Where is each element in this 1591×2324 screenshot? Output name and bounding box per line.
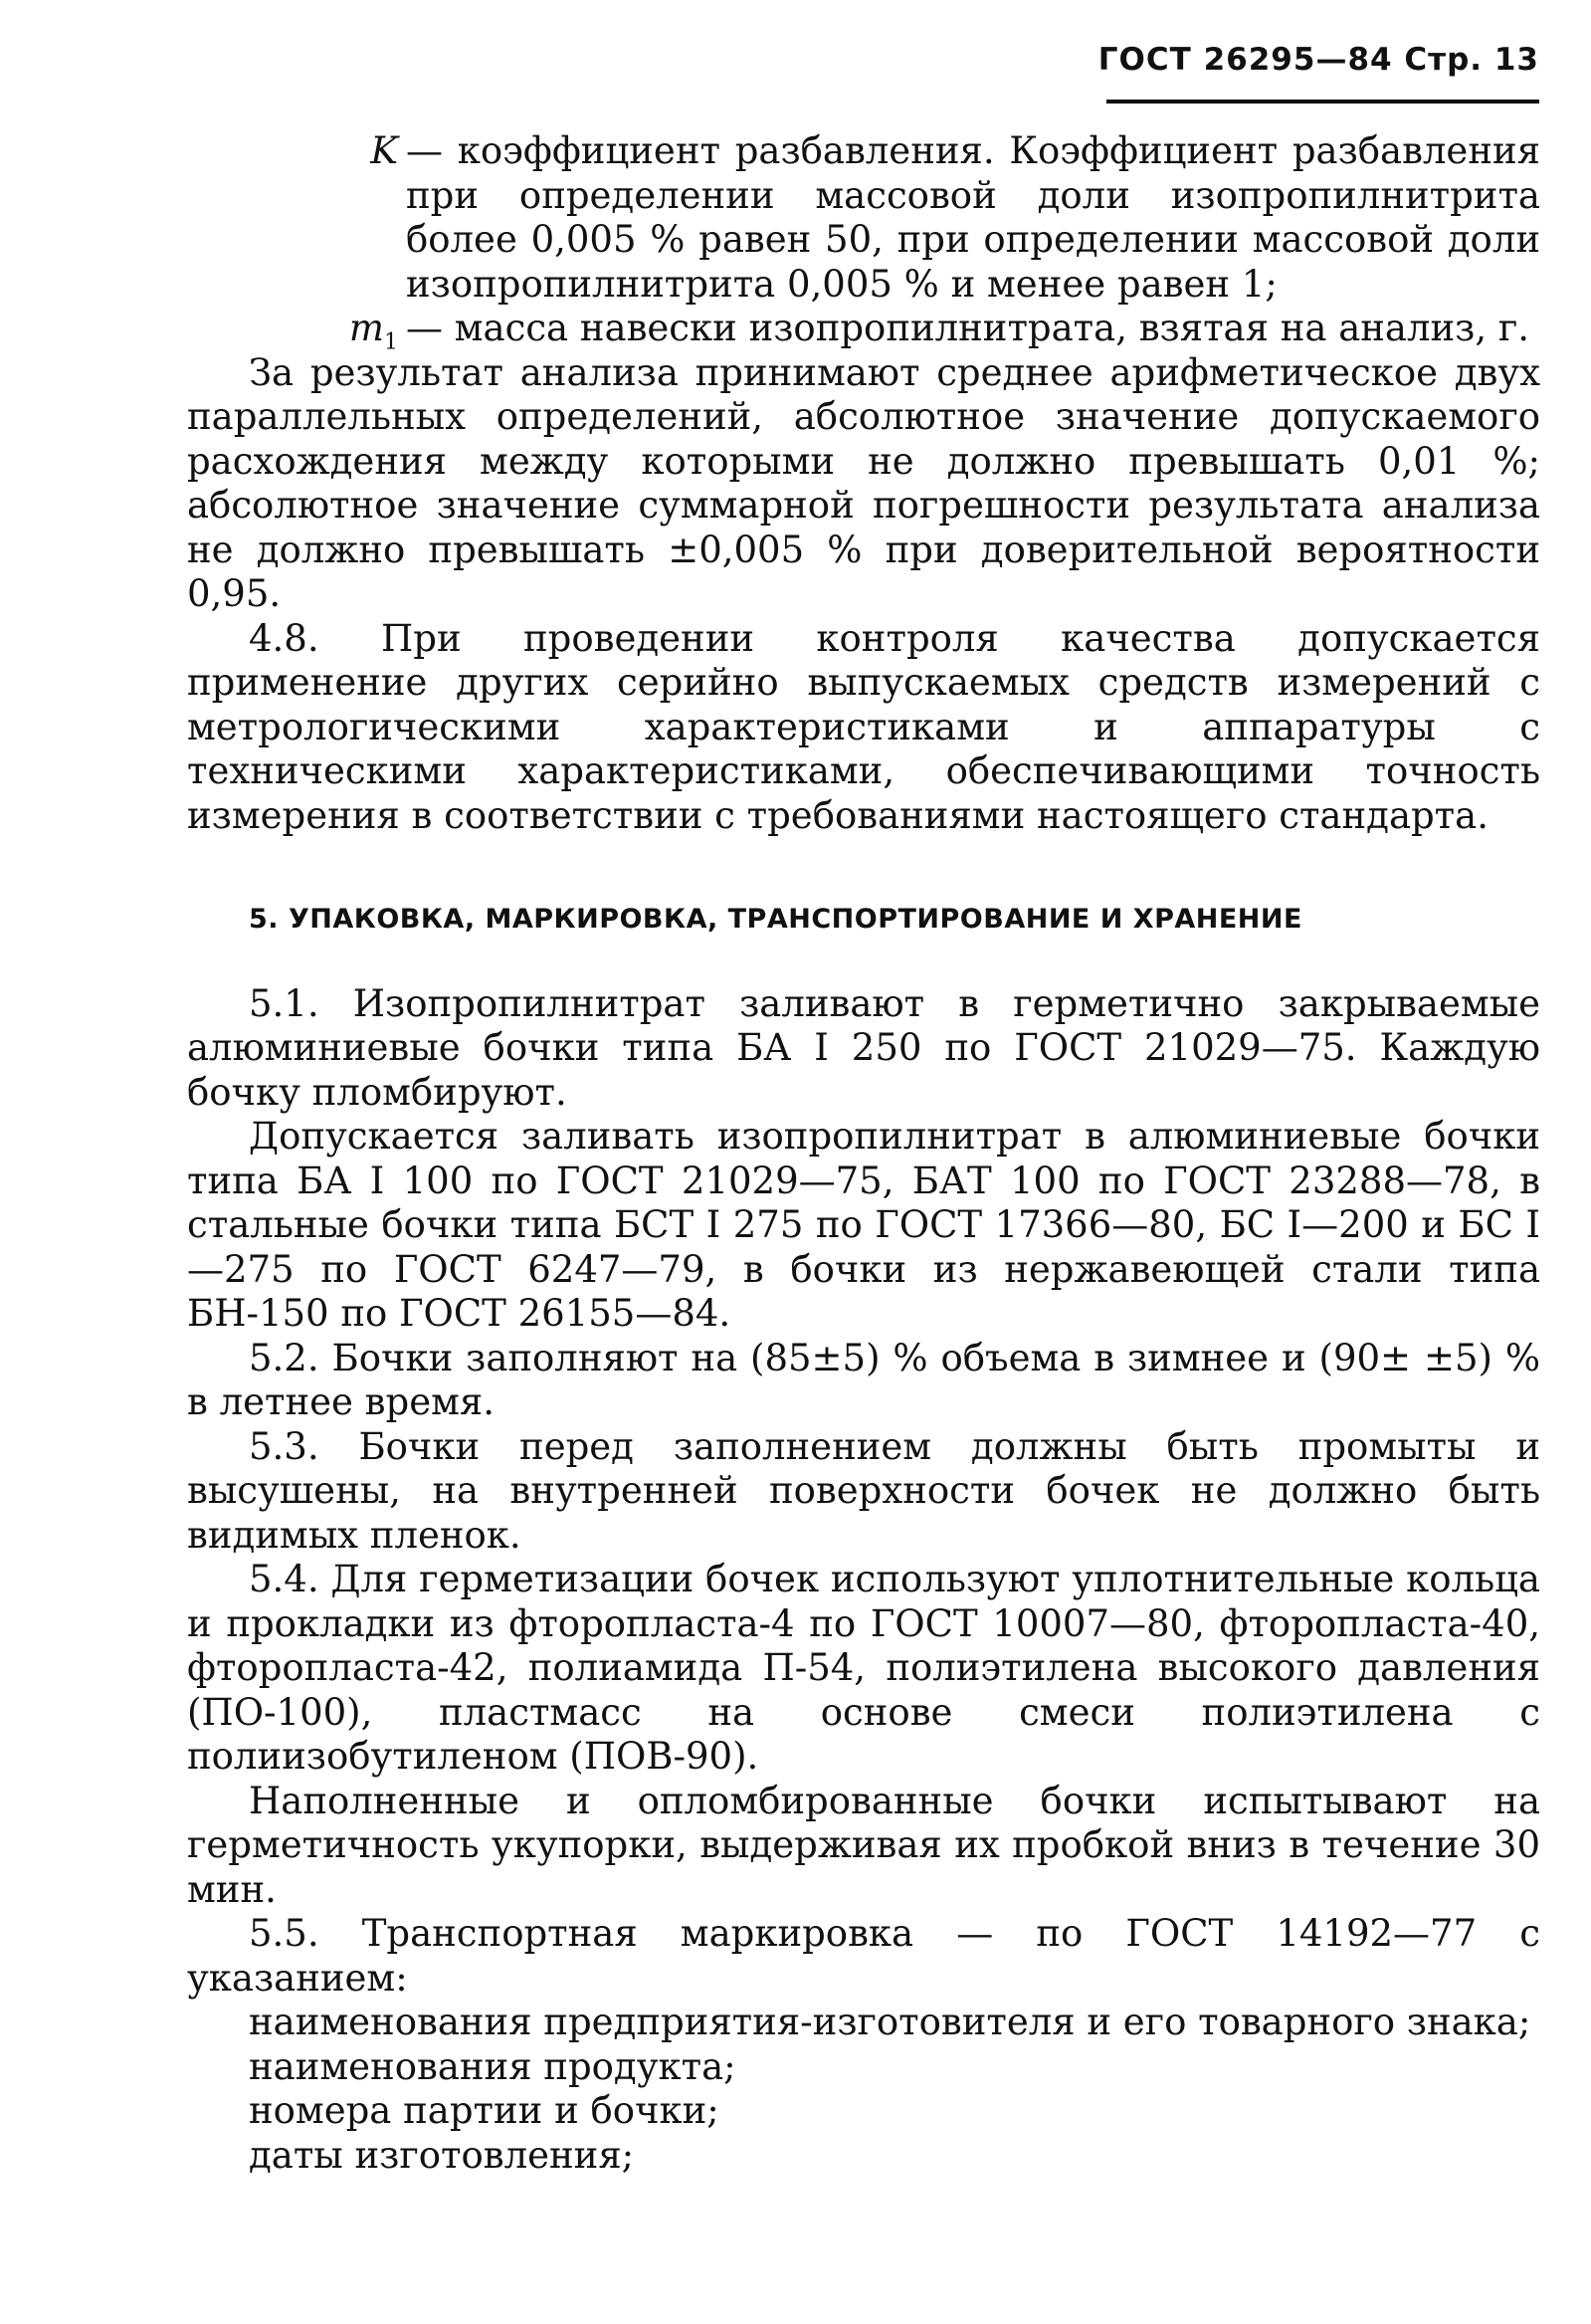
definition-text-k: — коэффициент разбавления. Коэффициент разбавления при определении массовой доли изопропилнитрита более 0,005 % равен 50, при определении массовой доли изопропилнитрита 0,005 % и менее равен 1; xyxy=(406,129,1540,306)
header-rule xyxy=(1106,100,1539,104)
definition-term-m1: $m_1$ xyxy=(348,307,398,355)
list-item: наименования продукта; xyxy=(249,2044,736,2088)
paragraph-5-5: 5.5. Транспортная маркировка — по ГОСТ 14192—77 с указанием: xyxy=(187,1912,1540,2000)
section-heading: 5. УПАКОВКА, МАРКИРОВКА, ТРАНСПОРТИРОВАНИЕ И ХРАНЕНИЕ xyxy=(249,904,1302,935)
paragraph-sealing-test: Наполненные и опломбированные бочки испытывают на герметичность укупорки, выдерживая их пробкой вниз в течение 30 мин. xyxy=(187,1779,1540,1911)
paragraph-5-2: 5.2. Бочки заполняют на (85±5) % объема в зимнее и (90± ±5) % в летнее время. xyxy=(187,1336,1540,1423)
paragraph-5-3: 5.3. Бочки перед заполнением должны быть промыты и высушены, на внутренней поверхности бочек не должно быть видимых пленок. xyxy=(187,1424,1540,1557)
document-body xyxy=(187,129,1540,2178)
list-item: даты изготовления; xyxy=(249,2133,635,2177)
list-item: номера партии и бочки; xyxy=(249,2089,719,2132)
page-header: ГОСТ 26295—84 Стр. 13 xyxy=(1097,42,1539,78)
paragraph-4-8: 4.8. При проведении контроля качества допускается применение других серийно выпускаемых средств измерений с метрологическими характеристиками и аппаратуры с техническими характеристиками, обеспечивающими точность измерения в соответствии с требованиями настоящего стандарта. xyxy=(187,616,1540,837)
list-item: наименования предприятия-изготовителя и его товарного знака; xyxy=(249,2001,1531,2043)
definition-m1 xyxy=(187,307,1540,355)
paragraph-allowed-barrels: Допускается заливать изопропилнитрат в алюминиевые бочки типа БА I 100 по ГОСТ 21029—75, БАТ 100 по ГОСТ 23288—78, в стальные бочки типа БСТ I 275 по ГОСТ 17366—80, БС I—200 и БС I—275 по ГОСТ 6247—79, в бочки из нержавеющей стали типа БН-150 по ГОСТ 26155—84. xyxy=(187,1115,1540,1335)
definition-text-m1: — масса навески изопропилнитрата, взятая на анализ, г. xyxy=(406,307,1529,349)
definition-k xyxy=(187,129,1540,307)
definition-term-k: K xyxy=(370,129,398,172)
paragraph-5-4: 5.4. Для герметизации бочек используют уплотнительные кольца и прокладки из фторопласта-4 по ГОСТ 10007—80, фторопласта-40, фторопласта-42, полиамида П-54, полиэтилена высокого давления (ПО-100), пластмасс на основе смеси полиэтилена с полиизобутиленом (ПОВ-90). xyxy=(187,1558,1540,1778)
paragraph-5-1: 5.1. Изопропилнитрат заливают в герметично закрываемые алюминиевые бочки типа БА I 250 по ГОСТ 21029—75. Каждую бочку пломбируют. xyxy=(187,981,1540,1114)
paragraph-result: За результат анализа принимают среднее арифметическое двух параллельных определений, абсолютное значение допускаемого расхождения между которыми не должно превышать 0,01 %; абсолютное значение суммарной погрешности результата анализа не должно превышать ±0,005 % при доверительной вероятности 0,95. xyxy=(187,350,1540,615)
